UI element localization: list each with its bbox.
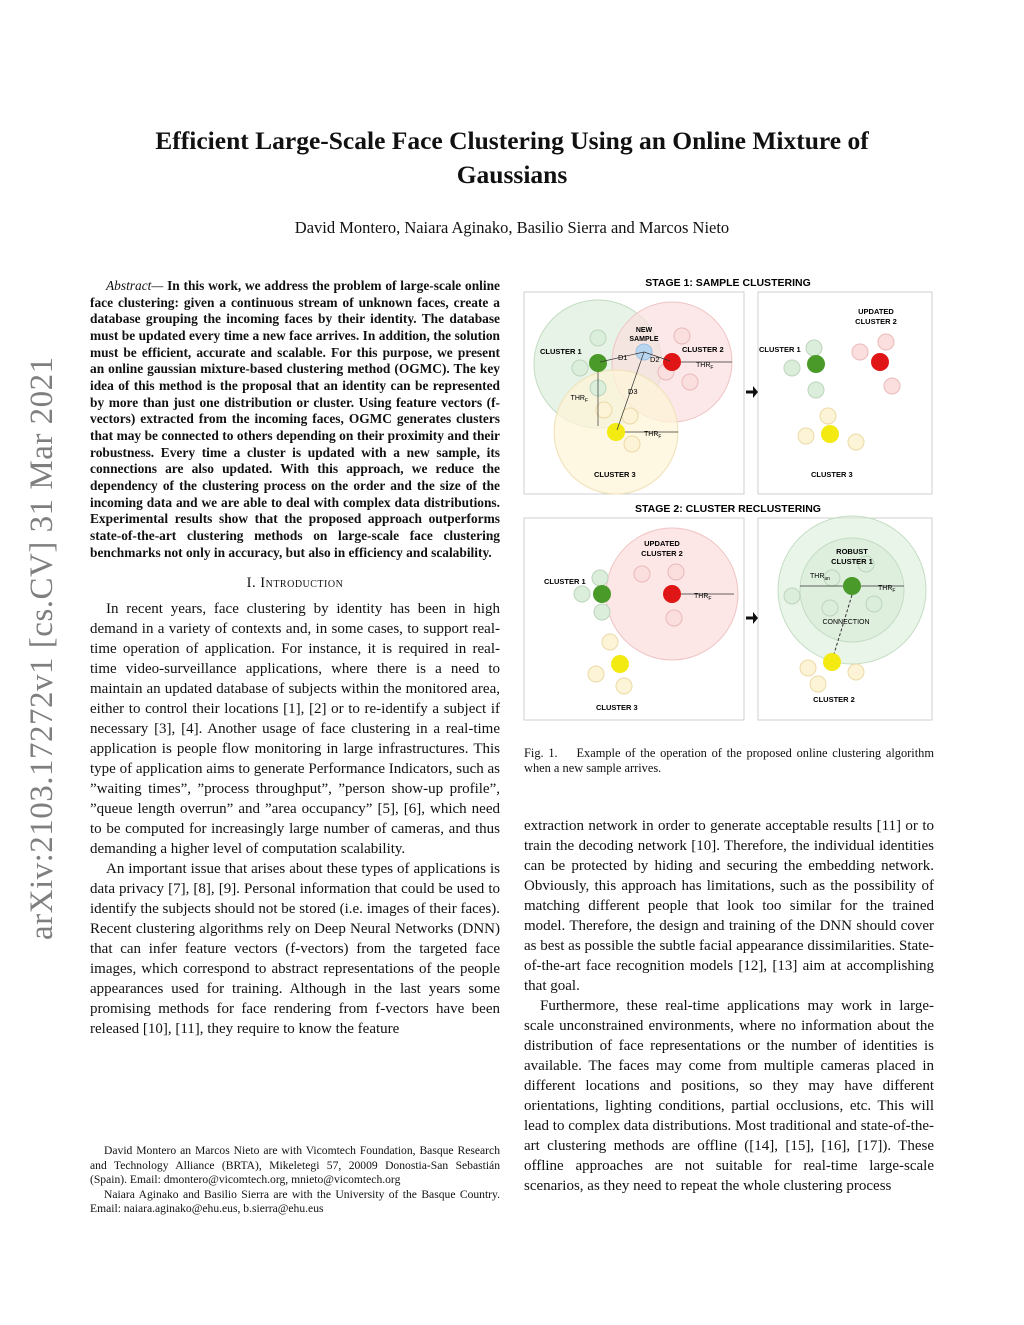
- cluster2-centroid: [871, 353, 889, 371]
- red-sample: [884, 378, 900, 394]
- abstract: Abstract— In this work, we address the problem of large-scale online face clustering: given a continuous stream of unknown faces, create a database grouping the incoming faces by their identity. The database must be updated every time a new face arrives. In addition, the solution must be efficient, accurate and scalable. For this purpose, we present an online gaussian mixture-based clustering method (OGMC). The key idea of this method is the proposal that an identity can be represented by more than just one distribution or cluster. Using feature vectors (f-vectors) extracted from the incoming faces, OGMC generates clusters that may be connected to others depending on their proximity and their robustness. Every time a cluster is updated with a new sample, its connections are also updated. With this approach, we reduce the dependency of the clustering process on the order and the size of the incoming data and we are able to deal with complex data distributions. Experimental results show that the proposed approach outperforms state-of-the-art clustering methods on large-scale face clustering benchmarks not only in accuracy, but also in efficiency and scalability.: [90, 278, 500, 560]
- label-thr-an: $THR_{an}$: [810, 573, 830, 582]
- label-robust-2: CLUSTER 1: [831, 557, 873, 566]
- arxiv-identifier: arXiv:2103.17272v1 [cs.CV] 31 Mar 2021: [24, 356, 60, 940]
- green-sample: [574, 586, 590, 602]
- intro-paragraph-1: In recent years, face clustering by identity has been in high demand in a variety of contexts and, in some cases, to support real-time operation of application. For instance, it is required in real-time video-surveillance applications, where there is a need to maintain an updated database of subjects within the monitored area, either to control their locations [1], [2] or to re-identify a subject if necessary [3], [4]. Another usage of face clustering in a real-time application is people flow monitoring in large infrastructures. This type of application aims to generate Performance Indicators, such as ”waiting times”, ”process throughput”, ”person show-up profile”, ”queue length overrun” and ”area occupancy” [5], [6], which need to be computed for increasingly large number of cameras, and thus demanding a higher level of computation scalability.: [90, 601, 500, 858]
- yellow-sample: [602, 634, 618, 650]
- intro-paragraph-2: An important issue that arises about these types of applications is data privacy [7], [8], [9]. Personal information that could be used to identify the subjects should not be stored (i.e. images of their faces). Recent clustering algorithms rely on Deep Neural Networks (DNN) that can infer feature vectors (f-vectors) from the targeted face images, which correspond to abstract representations of the people appearances used for training. Although in the last years some promising methods for face rendering from f-vectors have been released [10], [11], they require to know the feature: [90, 861, 500, 1038]
- label-d3: D3: [628, 387, 638, 396]
- green-sample: [784, 588, 800, 604]
- label-d2: D2: [650, 355, 660, 364]
- yellow-sample: [616, 678, 632, 694]
- cluster1-centroid: [807, 355, 825, 373]
- label-updated-1: UPDATED: [858, 307, 894, 316]
- yellow-sample: [800, 660, 816, 676]
- paper-title: Efficient Large-Scale Face Clustering Using an Online Mixture of Gaussians: [155, 126, 869, 189]
- label-cluster1: CLUSTER 1: [759, 345, 801, 354]
- right-paragraph-1: extraction network in order to generate acceptable results [11] or to train the decoding network [10]. Therefore, the individual identities can be protected by hiding and securing the embedding network. Obviously, this approach has limitations, such as the possibility of matching different people that look too similar for the trained model. Therefore, the design and training of the DNN should cover as best as possible the subtle facial appearance dissimilarities. State-of-the-art face recognition models [12], [13] aim at accomplishing that goal.: [524, 818, 934, 994]
- green-sample: [784, 360, 800, 376]
- label-thr: $THR_F$: [694, 593, 712, 602]
- stage1-after-group: [759, 307, 900, 479]
- cluster3-centroid: [821, 425, 839, 443]
- label-cluster2: CLUSTER 2: [813, 695, 855, 704]
- green-sample: [822, 600, 838, 616]
- label-d1: D1: [618, 353, 628, 362]
- cluster3-centroid: [611, 655, 629, 673]
- yellow-sample: [622, 408, 638, 424]
- label-robust-1: ROBUST: [836, 547, 868, 556]
- green-sample: [806, 340, 822, 356]
- label-new-sample-2: SAMPLE: [629, 336, 659, 343]
- stage2-before-group: [544, 528, 738, 712]
- section-title: Introduction: [260, 575, 344, 592]
- green-sample: [866, 596, 882, 612]
- red-sample: [666, 610, 682, 626]
- footnote-2: Naiara Aginako and Basilio Sierra are with the University of the Basque Country. Email: naiara.aginako@ehu.eus, b.sierra@ehu.eus: [90, 1187, 500, 1216]
- right-column: [524, 816, 934, 1196]
- label-connection: CONNECTION: [822, 619, 870, 626]
- green-sample: [594, 604, 610, 620]
- green-sample: [592, 570, 608, 586]
- red-sample: [682, 374, 698, 390]
- label-updated-2: CLUSTER 2: [855, 317, 897, 326]
- figure-caption: Fig. 1. Example of the operation of the proposed online clustering algorithm when a new sample arrives.: [524, 746, 938, 775]
- label-thr: $THR_F$: [696, 362, 714, 371]
- stage1-before-group: [534, 300, 732, 494]
- cluster2-centroid: [663, 585, 681, 603]
- cluster1-centroid: [589, 354, 607, 372]
- footnotes: [90, 1144, 500, 1217]
- cluster2-centroid: [663, 353, 681, 371]
- paper-authors: David Montero, Naiara Aginako, Basilio Sierra and Marcos Nieto: [294, 218, 730, 237]
- red-sample: [852, 344, 868, 360]
- abstract-text: In this work, we address the problem of large-scale online face clustering: given a continuous stream of unknown faces, create a database grouping the incoming faces by their identity. The database must be updated every time a new face arrives. In addition, the solution must be efficient, accurate and scalable. For this purpose, we present an online gaussian mixture-based clustering method (OGMC). The key idea of this method is the proposal that an identity can be represented by more than just one distribution or cluster. Using feature vectors (f-vectors) extracted from the incoming faces, OGMC generates clusters that may be connected to others depending on their proximity and their robustness. Every time a cluster is updated with a new sample, its connections are also updated. With this approach, we reduce the dependency of the clustering process on the order and the size of the incoming data and we are able to deal with complex data distributions. Experimental results show that the proposed approach outperforms state-of-the-art clustering methods on large-scale face clustering benchmarks not only in accuracy, but also in efficiency and scalability.: [90, 278, 500, 560]
- stage2-after-group: [778, 516, 926, 704]
- label-updated-1: UPDATED: [644, 539, 680, 548]
- section-heading: [90, 573, 500, 593]
- cluster1-centroid: [593, 585, 611, 603]
- stage1-title: STAGE 1: SAMPLE CLUSTERING: [645, 277, 811, 289]
- label-cluster3: CLUSTER 3: [596, 703, 638, 712]
- red-sample: [668, 564, 684, 580]
- section-number: I.: [246, 575, 257, 592]
- red-sample: [878, 334, 894, 350]
- red-sample: [634, 566, 650, 582]
- label-cluster3: CLUSTER 3: [594, 470, 636, 479]
- arrow-stage1-head: [753, 386, 758, 398]
- yellow-sample: [624, 436, 640, 452]
- green-sample: [590, 330, 606, 346]
- footnote-1: David Montero an Marcos Nieto are with Vicomtech Foundation, Basque Research and Technology Alliance (BRTA), Mikeletegi 57, 20009 Donostia-San Sebastián (Spain). Email: dmontero@vicomtech.org, mnieto@vicomtech.org: [90, 1144, 500, 1187]
- robust-cluster1-centroid: [843, 577, 861, 595]
- green-sample: [572, 360, 588, 376]
- label-cluster3: CLUSTER 3: [811, 470, 853, 479]
- label-cluster1: CLUSTER 1: [540, 347, 582, 356]
- label-thr: $THR_F$: [878, 585, 896, 594]
- yellow-sample: [810, 676, 826, 692]
- label-cluster2: CLUSTER 2: [682, 345, 724, 354]
- yellow-sample: [588, 666, 604, 682]
- cluster3-centroid: [607, 423, 625, 441]
- cluster2-yellow-centroid: [823, 653, 841, 671]
- panel-stage1-after: [758, 292, 932, 494]
- yellow-sample: [820, 408, 836, 424]
- yellow-sample: [596, 402, 612, 418]
- yellow-sample: [848, 434, 864, 450]
- abstract-label: Abstract: [106, 278, 152, 293]
- yellow-sample: [848, 664, 864, 680]
- right-paragraph-2: Furthermore, these real-time applications may work in large-scale unconstrained environments, where no information about the distribution of face representations or the number of identities is available. The faces may come from multiple cameras placed in different locations and positions, so they may have different orientations, lighting conditions, partial occlusions, etc. This will lead to complex data distributions. Most traditional and state-of-the-art clustering methods are offline ([14], [15], [16], [17]). These offline approaches are not suitable for real-time large-scale scenarios, as they need to repeat the whole clustering process: [524, 998, 934, 1194]
- red-sample: [674, 328, 690, 344]
- left-column: [90, 278, 500, 1039]
- label-thr: $THR_F$: [644, 431, 662, 440]
- label-cluster1: CLUSTER 1: [544, 577, 586, 586]
- arrow-stage2-head: [753, 612, 758, 624]
- label-updated-2: CLUSTER 2: [641, 549, 683, 558]
- stage2-title: STAGE 2: CLUSTER RECLUSTERING: [635, 503, 821, 515]
- label-new-sample-1: NEW: [635, 327, 653, 334]
- yellow-sample: [798, 428, 814, 444]
- figure-1-diagram: [520, 272, 940, 724]
- label-thr: $THR_F$: [570, 395, 588, 404]
- green-sample: [808, 382, 824, 398]
